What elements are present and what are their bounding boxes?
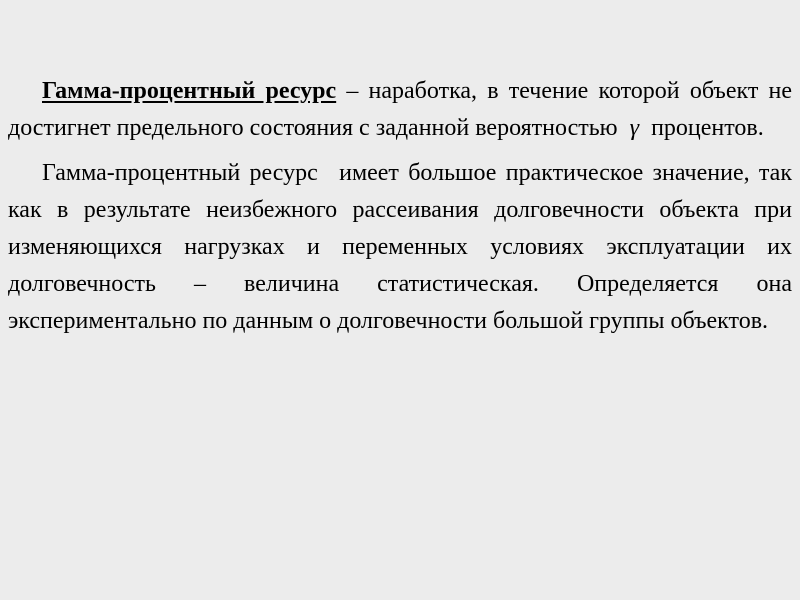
explanation-paragraph	[8, 155, 792, 340]
text-block	[8, 73, 792, 340]
explanation-text-part-2: имеет большое практическое значение, так как в результате неизбежного рассеивания долговечности объекта при изменяющихся нагрузках и переменных условиях эксплуатации их долговечность – величина статистическая. Определяется она экспериментально по данным о долговечности большой группы объектов.	[8, 160, 792, 334]
definition-paragraph	[8, 73, 792, 147]
definition-text-part-2: процентов.	[645, 115, 764, 141]
definition-text-part-1: – наработка, в течение которой объект не достигнет предельного состояния с заданной вероятностью	[8, 78, 793, 141]
gamma-symbol: γ	[629, 115, 640, 141]
term-gamma-percent-resource: Гамма-процентный ресурс	[42, 78, 337, 104]
explanation-text-part-1: Гамма-процентный ресурс	[42, 160, 318, 186]
